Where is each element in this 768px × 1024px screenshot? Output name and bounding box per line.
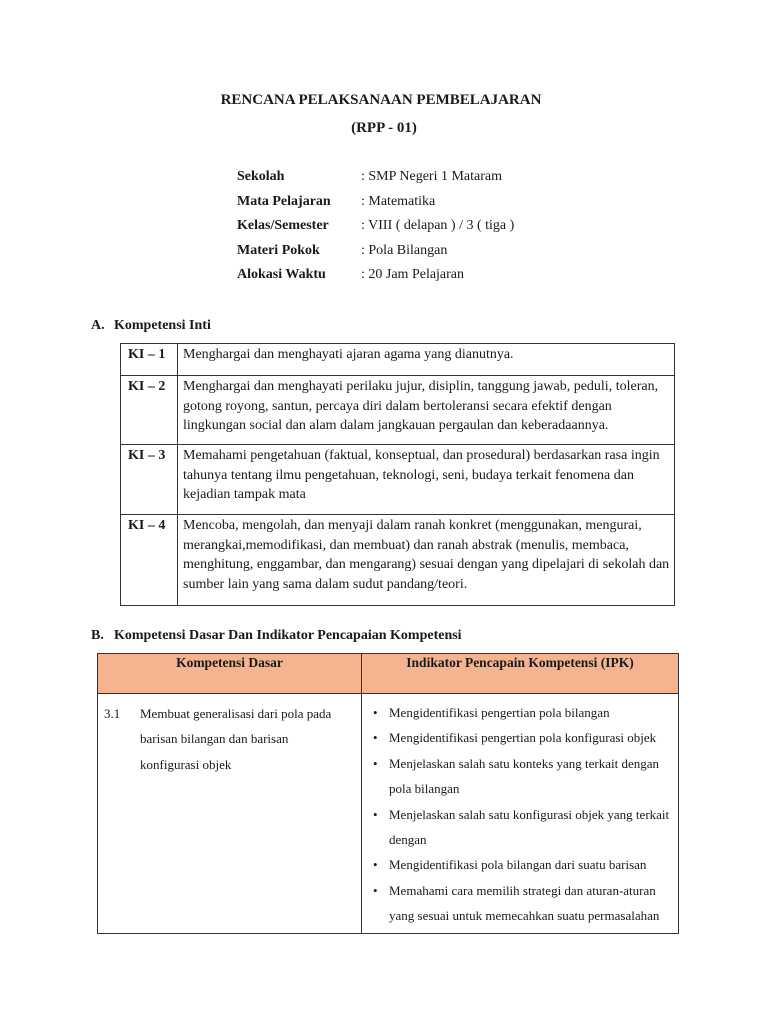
- kd-text: Membuat generalisasi dari pola pada barisan bilangan dan barisan konfigurasi objek: [140, 706, 332, 772]
- table-row: [98, 694, 679, 934]
- identity-value: : SMP Negeri 1 Mataram: [361, 169, 503, 184]
- section-title: Kompetensi Dasar Dan Indikator Pencapaian Kompetensi: [114, 628, 462, 643]
- table-row: [121, 515, 675, 606]
- core-competency-table: [120, 343, 675, 606]
- identity-value: : VIII ( delapan ) / 3 ( tiga ): [361, 218, 515, 234]
- identity-label: Sekolah: [237, 169, 285, 184]
- identity-label: Alokasi Waktu: [237, 267, 326, 283]
- identity-row-subject: [237, 194, 514, 219]
- list-item: • Menjelaskan salah satu konteks yang terkait dengan pola bilangan: [368, 751, 672, 802]
- ipk-list: [368, 700, 672, 929]
- section-letter: A.: [91, 318, 105, 333]
- identity-value: : Pola Bilangan: [361, 242, 448, 258]
- identity-value: : Matematika: [361, 193, 436, 209]
- column-header-ipk: Indikator Pencapain Kompetensi (IPK): [362, 654, 679, 694]
- identity-label: Mata Pelajaran: [237, 193, 331, 209]
- table-row: [121, 445, 675, 515]
- ki-text: Mencoba, mengolah, dan menyaji dalam ranah konkret (menggunakan, mengurai, merangkai,memodifikasi, dan membuat) dan ranah abstrak (menulis, membaca, menghitung, enggambar, dan mengarang) sesuai dengan yang dipelajari di sekolah dan sumber lain yang sama dalam sudut pandang/teori.: [178, 515, 675, 606]
- identity-row-class: [237, 218, 514, 243]
- section-b-heading: [91, 628, 462, 644]
- identity-label: Materi Pokok: [237, 242, 320, 258]
- table-header-row: [98, 654, 679, 694]
- section-title: Kompetensi Inti: [114, 318, 211, 333]
- table-row: [121, 344, 675, 376]
- ki-code: KI – 2: [121, 376, 178, 445]
- kd-number: 3.1: [104, 706, 121, 721]
- identity-label: Kelas/Semester: [237, 218, 329, 234]
- list-item: • Mengidentifikasi pola bilangan dari suatu barisan: [368, 852, 672, 877]
- basic-competency-table: [97, 653, 679, 934]
- section-letter: B.: [91, 628, 104, 643]
- identity-row-topic: [237, 243, 514, 268]
- ki-code: KI – 3: [121, 445, 178, 515]
- ki-text: Menghargai dan menghayati ajaran agama yang dianutnya.: [178, 344, 675, 376]
- ki-text: Memahami pengetahuan (faktual, konseptual, dan prosedural) berdasarkan rasa ingin tahunya tentang ilmu pengetahuan, teknologi, seni, budaya terkait fenomena dan kejadian tampak mata: [178, 445, 675, 515]
- identity-value: : 20 Jam Pelajaran: [361, 267, 465, 283]
- list-item: • Memahami cara memilih strategi dan aturan-aturan yang sesuai untuk memecahkan suatu permasalahan: [368, 878, 672, 929]
- ki-code: KI – 1: [121, 344, 178, 376]
- column-header-kd: Kompetensi Dasar: [98, 654, 362, 694]
- ipk-cell: [362, 694, 679, 934]
- ki-code: KI – 4: [121, 515, 178, 606]
- kd-cell: [98, 694, 362, 934]
- ki-text: Menghargai dan menghayati perilaku jujur, disiplin, tanggung jawab, peduli, toleran, gotong royong, santun, percaya diri dalam bertoleransi secara efektif dengan lingkungan social dan alam dalam jangkauan pergaulan dan keberadaannya.: [178, 376, 675, 445]
- document-subtitle: (RPP - 01): [351, 120, 417, 136]
- identity-row-time: [237, 267, 514, 292]
- section-a-heading: [91, 318, 211, 334]
- list-item: • Mengidentifikasi pengertian pola konfigurasi objek: [368, 725, 672, 750]
- list-item: • Menjelaskan salah satu konfigurasi objek yang terkait dengan: [368, 802, 672, 853]
- identity-block: [237, 169, 514, 292]
- list-item: • Mengidentifikasi pengertian pola bilangan: [368, 700, 672, 725]
- table-row: [121, 376, 675, 445]
- document-title: RENCANA PELAKSANAAN PEMBELAJARAN: [220, 92, 542, 108]
- identity-row-school: [237, 169, 514, 194]
